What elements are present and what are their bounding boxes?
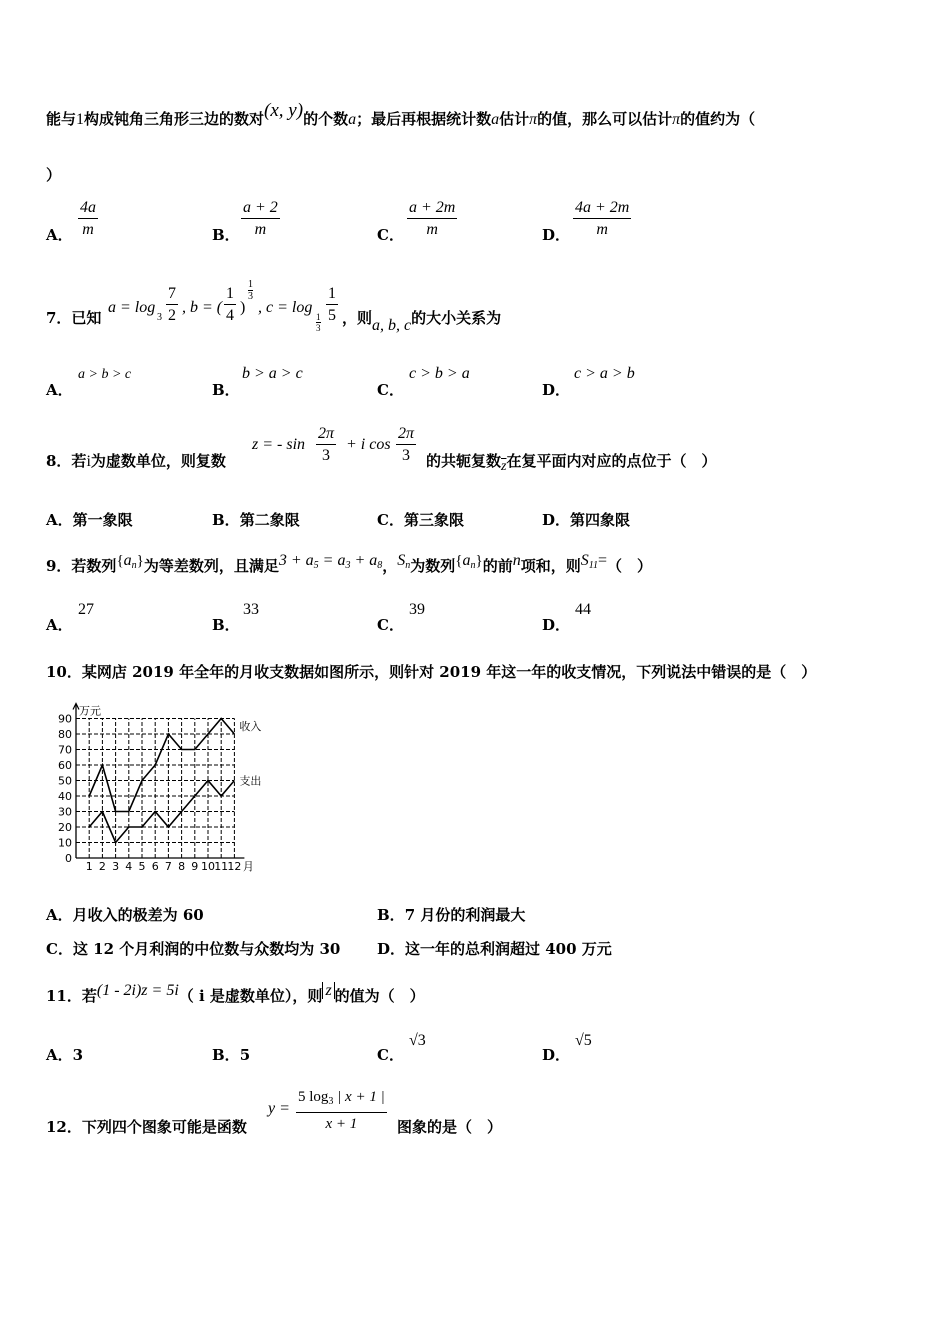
- q11-part2: 的值为（ ）: [334, 987, 425, 1005]
- q8-option-a-text: 第一象限: [72, 511, 133, 529]
- q7-b-exp-den: 3: [248, 291, 253, 302]
- q7-option-b-value: b > a > c: [242, 365, 303, 382]
- q11-number: 11．若: [46, 987, 97, 1005]
- x-tick-label: 9: [191, 860, 199, 873]
- q11-option-c-value: √3: [409, 1032, 426, 1049]
- q6-c-den: m: [426, 221, 438, 238]
- q7-vars: a, b, c: [372, 317, 412, 334]
- q6-text-1: 能与: [46, 110, 77, 128]
- q11-option-a-label: A．: [46, 1046, 73, 1064]
- y-tick-label: 80: [58, 728, 72, 741]
- q6-text-7: 的值约为（: [680, 110, 756, 128]
- q9-cond-1: 3 + a: [278, 552, 314, 569]
- x-tick-label: 11: [214, 860, 229, 873]
- q6-d-den: m: [596, 221, 608, 238]
- q9-S: S: [397, 552, 406, 569]
- q6-stem-line2: ）: [46, 166, 62, 184]
- y-tick-label: 0: [65, 852, 72, 865]
- q9-an-1: $\{a_n\}$: [116, 552, 144, 571]
- x-tick-label: 1: [85, 860, 93, 873]
- q7-number: 7．已知: [46, 309, 102, 327]
- q10-option-a-label: A．: [46, 906, 73, 924]
- q7-option-d-label: D．: [542, 381, 571, 399]
- q6-var-a: a: [348, 111, 357, 128]
- q6-option-b-value: [241, 198, 280, 241]
- q9-cond-2: = a: [318, 552, 346, 569]
- q7-a-frac: [166, 284, 178, 327]
- q8-part1: 为虚数单位，则复数: [90, 452, 226, 470]
- q8-expression: [252, 424, 427, 474]
- q10-stem: 10．某网店 2019 年全年的月收支数据如图所示，则针对 2019 年这一年的收支情况，下列说法中错误的是（ ）: [46, 663, 817, 681]
- q6-pi-2: π: [672, 111, 681, 128]
- q11-option-d-value: √5: [575, 1032, 592, 1049]
- y-tick-label: 20: [58, 821, 72, 834]
- q7-b-num: 1: [224, 284, 236, 305]
- q9-cond-5: 5: [313, 560, 319, 571]
- q6-option-d-label: D．: [542, 226, 571, 244]
- x-tick-label: 5: [138, 860, 146, 873]
- q11-stem: [46, 982, 425, 1006]
- q10-option-c: [46, 938, 340, 959]
- q9-cond-4: + a: [350, 552, 378, 569]
- q8-frac2-num: 2π: [396, 424, 416, 445]
- q8-option-d-text: 第四象限: [570, 511, 631, 529]
- q11-option-a-text: 3: [72, 1046, 84, 1064]
- q11-option-d-label: D．: [542, 1046, 571, 1064]
- q7-c-base-num: 1: [316, 312, 321, 322]
- q6-pair: (x, y): [264, 100, 304, 121]
- q11-option-c-label: C．: [377, 1046, 404, 1064]
- q8-option-d: [542, 509, 630, 530]
- q9-option-c-value: 39: [409, 601, 425, 618]
- q8-option-b-label: B．: [212, 511, 240, 529]
- q6-text-3: 的个数: [303, 110, 349, 128]
- q7-c-den: 5: [328, 307, 336, 324]
- q12-frac: [296, 1087, 387, 1135]
- q7-tail-text: 的大小关系为: [411, 309, 502, 327]
- q9-an-1-n: n: [131, 560, 137, 571]
- q9-part4: 项和，则: [520, 557, 581, 575]
- q9-option-c-label: C．: [377, 616, 404, 634]
- q7-a-part: a = log: [108, 299, 156, 316]
- q8-frac2-den: 3: [402, 447, 410, 464]
- q9-option-a-label: A．: [46, 616, 73, 634]
- q7-b-exponent: [248, 279, 253, 302]
- q10-option-b-label: B．: [377, 906, 405, 924]
- q7-option-c-value: c > b > a: [409, 365, 470, 382]
- q9-eq: =: [597, 552, 608, 569]
- q8-number-text: 8．若: [46, 452, 87, 470]
- q9-cond-3: 3: [345, 560, 351, 571]
- x-tick-label: 12: [227, 860, 242, 873]
- x-tick-label: 4: [125, 860, 133, 873]
- q11-option-b-text: 5: [239, 1046, 251, 1064]
- q7-option-d-value: c > a > b: [574, 365, 635, 382]
- q10-option-b-text: 7 月份的利润最大: [404, 906, 526, 924]
- q10-option-d: [377, 938, 612, 959]
- q7-b-den: 4: [226, 307, 234, 324]
- q12-num-base: 3: [328, 1096, 334, 1107]
- q9-part5: （ ）: [607, 557, 653, 575]
- q12-number: 12．下列四个图象可能是函数: [46, 1118, 247, 1136]
- q7-c-num: 1: [326, 284, 338, 305]
- q9-Sn: [397, 552, 410, 569]
- series-label-income: 收入: [239, 720, 262, 733]
- q6-option-a-value: [78, 198, 98, 241]
- q7-a-num: 7: [166, 284, 178, 305]
- q6-pi: π: [529, 111, 538, 128]
- q9-part2: 为数列: [410, 557, 456, 575]
- q11-option-a: [46, 1044, 83, 1065]
- q9-option-d-label: D．: [542, 616, 571, 634]
- q9-Sn-sub: n: [405, 560, 411, 571]
- q10-option-d-text: 这一年的总利润超过 400 万元: [405, 940, 612, 958]
- x-tick-label: 8: [178, 860, 186, 873]
- y-tick-label: 50: [58, 774, 72, 788]
- q9-an-1-a: a: [123, 552, 132, 569]
- q7-b-frac: [224, 284, 236, 327]
- q8-option-c: [377, 509, 464, 530]
- q10-option-b: [377, 904, 525, 925]
- q12-numerator: [296, 1087, 387, 1113]
- q8-option-a: [46, 509, 133, 530]
- q9-an-2-n: n: [470, 560, 476, 571]
- q8-option-a-label: A．: [46, 511, 73, 529]
- q11-part1: （ i 是虚数单位），则: [178, 987, 323, 1005]
- x-tick-label: 3: [112, 860, 120, 873]
- x-tick-label: 7: [164, 860, 172, 873]
- q6-text-6: 的值，那么可以估计: [537, 110, 673, 128]
- q8-option-b-text: 第二象限: [239, 511, 300, 529]
- q6-b-den: m: [254, 221, 267, 238]
- q12-denominator: x + 1: [325, 1116, 358, 1132]
- q9-comma: ，: [382, 557, 398, 575]
- q12-num-a: 5 log: [298, 1089, 329, 1105]
- q8-frac-2: [396, 424, 416, 467]
- q8-i: i: [86, 453, 91, 470]
- q6-a-num: 4a: [78, 198, 98, 219]
- q12-expression: [268, 1087, 398, 1139]
- q7-mid: ，则: [342, 309, 373, 327]
- q9-part3: 的前: [482, 557, 513, 575]
- q9-S11-sub: 11: [588, 560, 598, 571]
- q9-option-b-label: B．: [212, 616, 240, 634]
- q10-option-c-label: C．: [46, 940, 73, 958]
- q9-S11: [581, 552, 607, 569]
- q12-y: y =: [268, 1100, 290, 1117]
- q6-option-c-value: [407, 198, 457, 241]
- q9-n: n: [512, 552, 521, 569]
- q10-chart: [42, 690, 292, 875]
- q9-option-d-value: 44: [575, 601, 591, 618]
- q7-option-b-label: B．: [212, 381, 240, 399]
- q12-num-b: | x + 1 |: [337, 1089, 385, 1105]
- q7-c-part: , c = log: [258, 299, 313, 316]
- y-unit-label: 万元: [79, 704, 101, 718]
- q11-abs-z: z: [322, 982, 334, 999]
- q7-c-frac: [326, 284, 338, 327]
- q12-tail: 图象的是（ ）: [397, 1118, 503, 1136]
- y-tick-label: 70: [58, 743, 72, 757]
- q8-number: [46, 450, 226, 471]
- q8-plus-icos: + i cos: [346, 436, 391, 453]
- q8-frac1-num: 2π: [316, 424, 336, 445]
- q7-b-exp-num: 1: [248, 279, 253, 290]
- q6-a-den: m: [82, 221, 94, 238]
- q6-option-d-value: [573, 198, 631, 241]
- x-tick-label: 10: [201, 860, 215, 873]
- q9-part1: 为等差数列，且满足: [143, 557, 279, 575]
- q8-frac-1: [316, 424, 336, 467]
- q6-option-c-label: C．: [377, 226, 404, 244]
- q9-option-b-value: 33: [243, 601, 259, 618]
- q6-d-num: 4a + 2m: [573, 198, 631, 219]
- q11-option-b-label: B．: [212, 1046, 240, 1064]
- x-tick-label: 6: [151, 860, 159, 873]
- q8-part3: 在复平面内对应的点位于（ ）: [506, 452, 717, 470]
- q6-var-a-2: a: [491, 111, 500, 128]
- q9-stem: [46, 552, 653, 577]
- y-tick-label: 60: [58, 759, 72, 772]
- q9-an-2-a: a: [462, 552, 471, 569]
- q9-number: 9．若数列: [46, 557, 117, 575]
- q9-cond-8: 8: [377, 560, 383, 571]
- q6-option-a-label: A．: [46, 226, 73, 244]
- q9-option-a-value: 27: [78, 601, 94, 618]
- q7-option-a-label: A．: [46, 381, 73, 399]
- y-tick-label: 10: [58, 836, 72, 850]
- y-tick-label: 40: [58, 790, 72, 803]
- x-axis-label: 月: [242, 860, 254, 873]
- q9-S11-S: S: [580, 552, 589, 569]
- q6-option-b-label: B．: [212, 226, 240, 244]
- q8-option-d-label: D．: [542, 511, 571, 529]
- y-tick-label: 90: [58, 712, 72, 726]
- q7-b-close: ): [240, 299, 246, 316]
- q7-option-c-label: C．: [377, 381, 404, 399]
- q6-one: 1: [76, 111, 85, 128]
- q7-c-base-den: 3: [316, 323, 321, 333]
- q8-z-eq: z = - sin: [252, 436, 306, 453]
- q6-text-2: 构成钝角三角形三边的数对: [84, 110, 265, 128]
- y-tick-label: 30: [58, 805, 72, 819]
- q6-text-5: 估计: [499, 110, 530, 128]
- q8-option-c-label: C．: [377, 511, 404, 529]
- q8-frac1-den: 3: [322, 447, 330, 464]
- q7-tail: [342, 307, 502, 334]
- q6-b-num: a + 2: [241, 198, 280, 219]
- q7-c-base: [316, 312, 321, 333]
- q11-option-b: [212, 1044, 250, 1065]
- q10-option-a-text: 月收入的极差为 60: [72, 906, 204, 924]
- q9-condition: [279, 552, 382, 569]
- q7-option-a-value: a > b > c: [78, 367, 132, 382]
- q8-zbar: $\overline{z}$: [501, 459, 507, 474]
- q8-option-c-text: 第三象限: [403, 511, 464, 529]
- q10-option-d-label: D．: [377, 940, 406, 958]
- series-label-expense: 支出: [239, 774, 262, 788]
- q9-an-2: $\{a_n\}$: [455, 552, 483, 571]
- q6-c-num: a + 2m: [407, 198, 457, 219]
- q6-stem-line1: [46, 100, 756, 130]
- x-tick-label: 2: [98, 860, 106, 873]
- q6-text-4: ；最后再根据统计数: [356, 110, 492, 128]
- q7-b-part: , b = (: [182, 299, 223, 316]
- q10-option-a: [46, 904, 204, 925]
- q7-a-den: 2: [168, 307, 176, 324]
- q7-a-base: 3: [157, 312, 162, 323]
- q8-part2: 的共轭复数: [426, 452, 502, 470]
- q8-tail: [426, 450, 717, 474]
- q10-option-c-text: 这 12 个月利润的中位数与众数均为 30: [72, 940, 341, 958]
- q8-option-b: [212, 509, 300, 530]
- q11-equation: (1 - 2i)z = 5i: [96, 982, 179, 999]
